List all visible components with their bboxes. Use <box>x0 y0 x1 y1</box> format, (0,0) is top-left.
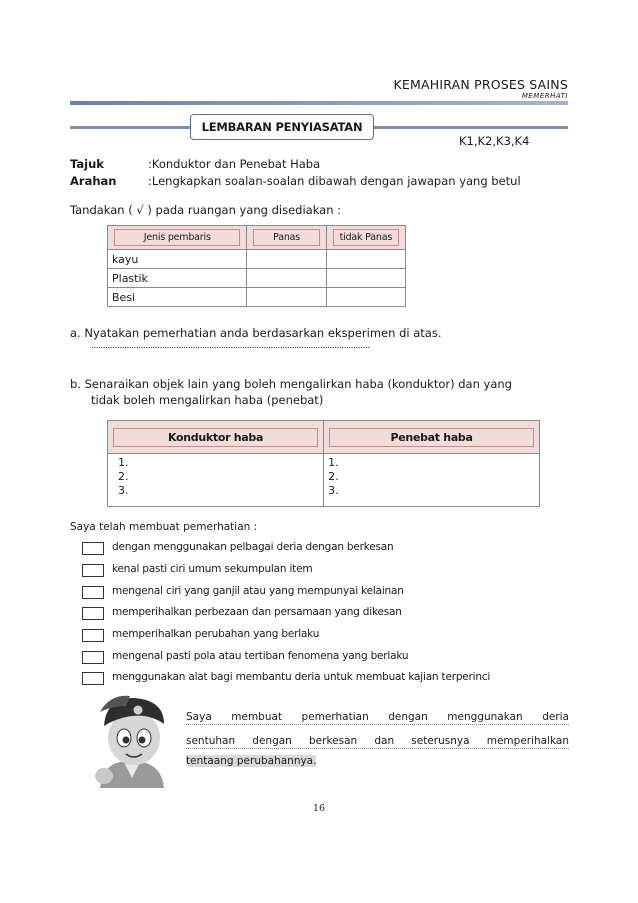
question-b-line1: b. Senaraikan objek lain yang boleh mengalirkan haba (konduktor) dan yang <box>70 377 512 391</box>
table2-header-penebat: Penebat haba <box>324 421 540 454</box>
checkbox[interactable] <box>82 586 104 599</box>
table1-header-panas: Panas <box>247 226 326 250</box>
speech-line-2: sentuhan dengan berkesan dan seterusnya memperihalkan <box>186 735 569 747</box>
arahan-value: :Lengkapkan soalan-soalan dibawah dengan jawapan yang betul <box>148 174 521 188</box>
table1-cell-tidak-panas[interactable] <box>326 288 405 307</box>
ruler-heat-table <box>107 225 406 307</box>
checkbox[interactable] <box>82 607 104 620</box>
tajuk-value: :Konduktor dan Penebat Haba <box>148 157 321 171</box>
checklist-item: dengan menggunakan pelbagai deria dengan berkesan <box>112 541 394 553</box>
header-title: KEMAHIRAN PROSES SAINS <box>393 77 568 92</box>
table1-cell-panas[interactable] <box>247 288 326 307</box>
answer-line-a[interactable]: ...................................................................................................................... <box>91 341 370 351</box>
page-number: 16 <box>312 803 326 814</box>
table1-row-label: Plastik <box>108 269 247 288</box>
checklist-item: mengenal ciri yang ganjil atau yang mempunyai kelainan <box>112 585 404 597</box>
table1-row-label: kayu <box>108 250 247 269</box>
table1-cell-panas[interactable] <box>247 250 326 269</box>
table1-header-type: Jenis pembaris <box>108 226 247 250</box>
skill-codes: K1,K2,K3,K4 <box>459 134 530 148</box>
speech-line-1: Saya membuat pemerhatian dengan menggunakan deria <box>186 711 569 723</box>
observation-intro: Saya telah membuat pemerhatian : <box>70 521 258 533</box>
table1-cell-tidak-panas[interactable] <box>326 250 405 269</box>
instruction: Tandakan ( √ ) pada ruangan yang disediakan : <box>70 203 342 217</box>
header-subtitle: MEMERHATI <box>521 92 568 100</box>
checklist-item: mengenal pasti pola atau tertiban fenomena yang berlaku <box>112 650 409 662</box>
cartoon-boy-illustration <box>80 688 180 792</box>
checkbox[interactable] <box>82 629 104 642</box>
checkbox[interactable] <box>82 542 104 555</box>
table-row <box>108 269 406 288</box>
header-rule <box>70 101 568 105</box>
table1-row-label: Besi <box>108 288 247 307</box>
conductor-insulator-table <box>107 420 540 507</box>
table1-cell-panas[interactable] <box>247 269 326 288</box>
checklist-item: kenal pasti ciri umum sekumpulan item <box>112 563 313 575</box>
checkbox[interactable] <box>82 564 104 577</box>
worksheet-title: LEMBARAN PENYIASATAN <box>190 114 374 140</box>
arahan-label: Arahan <box>70 174 117 188</box>
table-row <box>108 288 406 307</box>
table1-header-tidak-panas: tidak Panas <box>326 226 405 250</box>
checkbox[interactable] <box>82 651 104 664</box>
tajuk-label: Tajuk <box>70 157 104 171</box>
penebat-answers[interactable]: 1. 2. 3. <box>324 454 540 507</box>
question-b-line2: tidak boleh mengalirkan haba (penebat) <box>91 393 324 407</box>
checkbox[interactable] <box>82 672 104 685</box>
speech-line-3: tentaang perubahannya. <box>186 755 317 767</box>
checklist-item: menggunakan alat bagi membantu deria untuk membuat kajian terperinci <box>112 671 491 683</box>
table1-cell-tidak-panas[interactable] <box>326 269 405 288</box>
konduktor-answers[interactable]: 1. 2. 3. <box>108 454 324 507</box>
question-a: a. Nyatakan pemerhatian anda berdasarkan eksperimen di atas. <box>70 326 442 340</box>
table2-header-konduktor: Konduktor haba <box>108 421 324 454</box>
checklist-item: memperihalkan perbezaan dan persamaan yang dikesan <box>112 606 402 618</box>
checklist-item: memperihalkan perubahan yang berlaku <box>112 628 320 640</box>
table-row <box>108 250 406 269</box>
